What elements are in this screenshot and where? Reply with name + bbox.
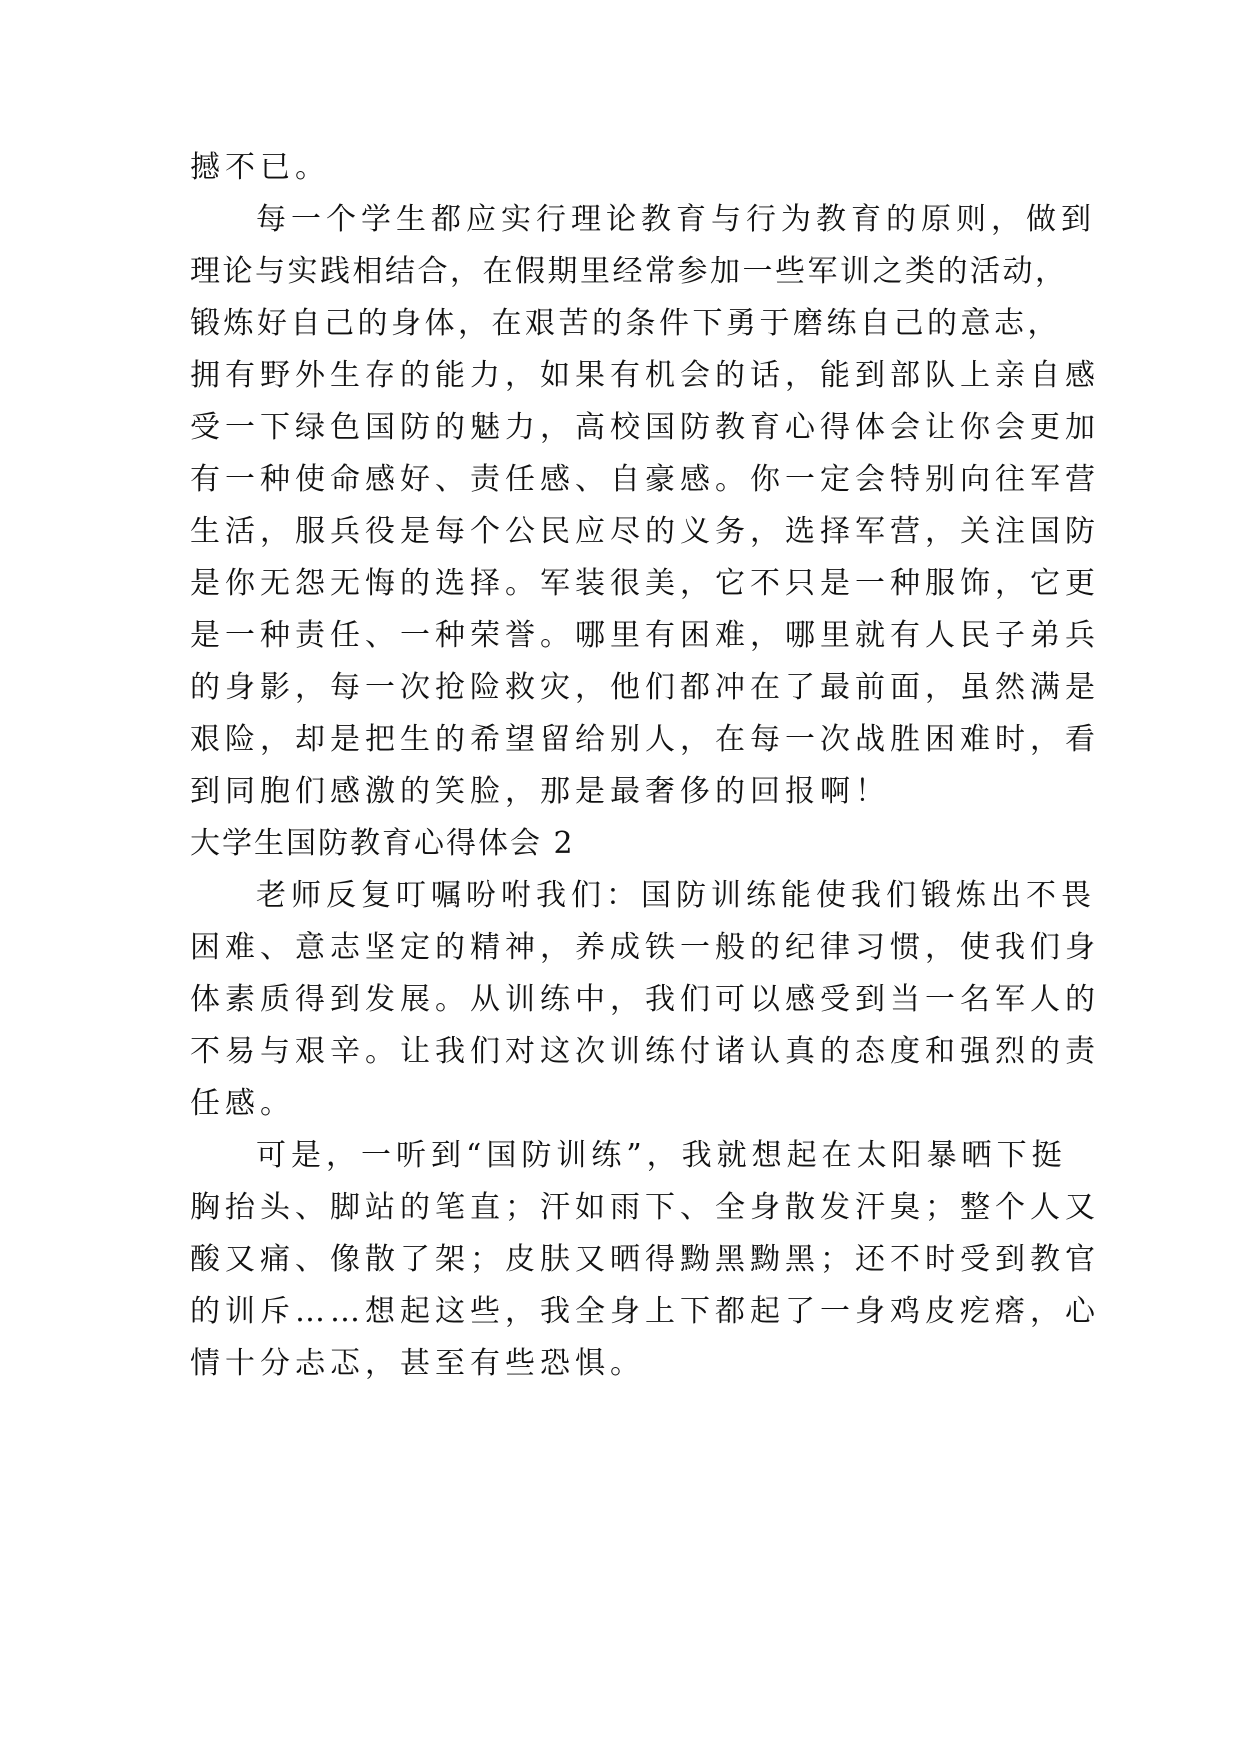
text-line: 生活，服兵役是每个公民应尽的义务，选择军营，关注国防: [190, 514, 1100, 549]
text-line: 情十分忐忑，甚至有些恐惧。: [190, 1346, 645, 1381]
text-line: 的身影，每一次抢险救灾，他们都冲在了最前面，虽然满是: [190, 670, 1100, 705]
text-line: 胸抬头、脚站的笔直；汗如雨下、全身散发汗臭；整个人又: [190, 1190, 1100, 1225]
text-line: 是一种责任、一种荣誉。哪里有困难，哪里就有人民子弟兵: [190, 618, 1100, 653]
text-line: 理论与实践相结合，在假期里经常参加一些军训之类的活动，: [190, 254, 1068, 289]
text-line: 是你无怨无悔的选择。军装很美，它不只是一种服饰，它更: [190, 566, 1100, 601]
text-line: 受一下绿色国防的魅力，高校国防教育心得体会让你会更加: [190, 410, 1100, 445]
text-line: 有一种使命感好、责任感、自豪感。你一定会特别向往军营: [190, 462, 1100, 497]
text-line: 的训斥……想起这些，我全身上下都起了一身鸡皮疙瘩，心: [190, 1294, 1100, 1329]
text-line: 艰险，却是把生的希望留给别人，在每一次战胜困难时，看: [190, 722, 1100, 757]
text-line: 困难、意志坚定的精神，养成铁一般的纪律习惯，使我们身: [190, 930, 1100, 965]
paragraph-first-line: 每一个学生都应实行理论教育与行为教育的原则，做到: [256, 202, 1096, 237]
text-line: 酸又痛、像散了架；皮肤又晒得黝黑黝黑；还不时受到教官: [190, 1242, 1100, 1277]
paragraph-first-line: 可是，一听到“国防训练”，我就想起在太阳暴晒下挺: [256, 1138, 1067, 1173]
text-line: 到同胞们感激的笑脸，那是最奢侈的回报啊！: [190, 774, 890, 809]
text-line: 不易与艰辛。让我们对这次训练付诸认真的态度和强烈的责: [190, 1034, 1100, 1069]
text-line: 拥有野外生存的能力，如果有机会的话，能到部队上亲自感: [190, 358, 1100, 393]
section-heading: 大学生国防教育心得体会 2: [190, 826, 575, 861]
text-line: 锻炼好自己的身体，在艰苦的条件下勇于磨练自己的意志，: [190, 306, 1061, 341]
text-line: 体素质得到发展。从训练中，我们可以感受到当一名军人的: [190, 982, 1100, 1017]
text-line: 撼不已。: [190, 150, 330, 185]
paragraph-first-line: 老师反复叮嘱吩咐我们：国防训练能使我们锻炼出不畏: [256, 878, 1096, 913]
text-line: 任感。: [190, 1086, 295, 1121]
